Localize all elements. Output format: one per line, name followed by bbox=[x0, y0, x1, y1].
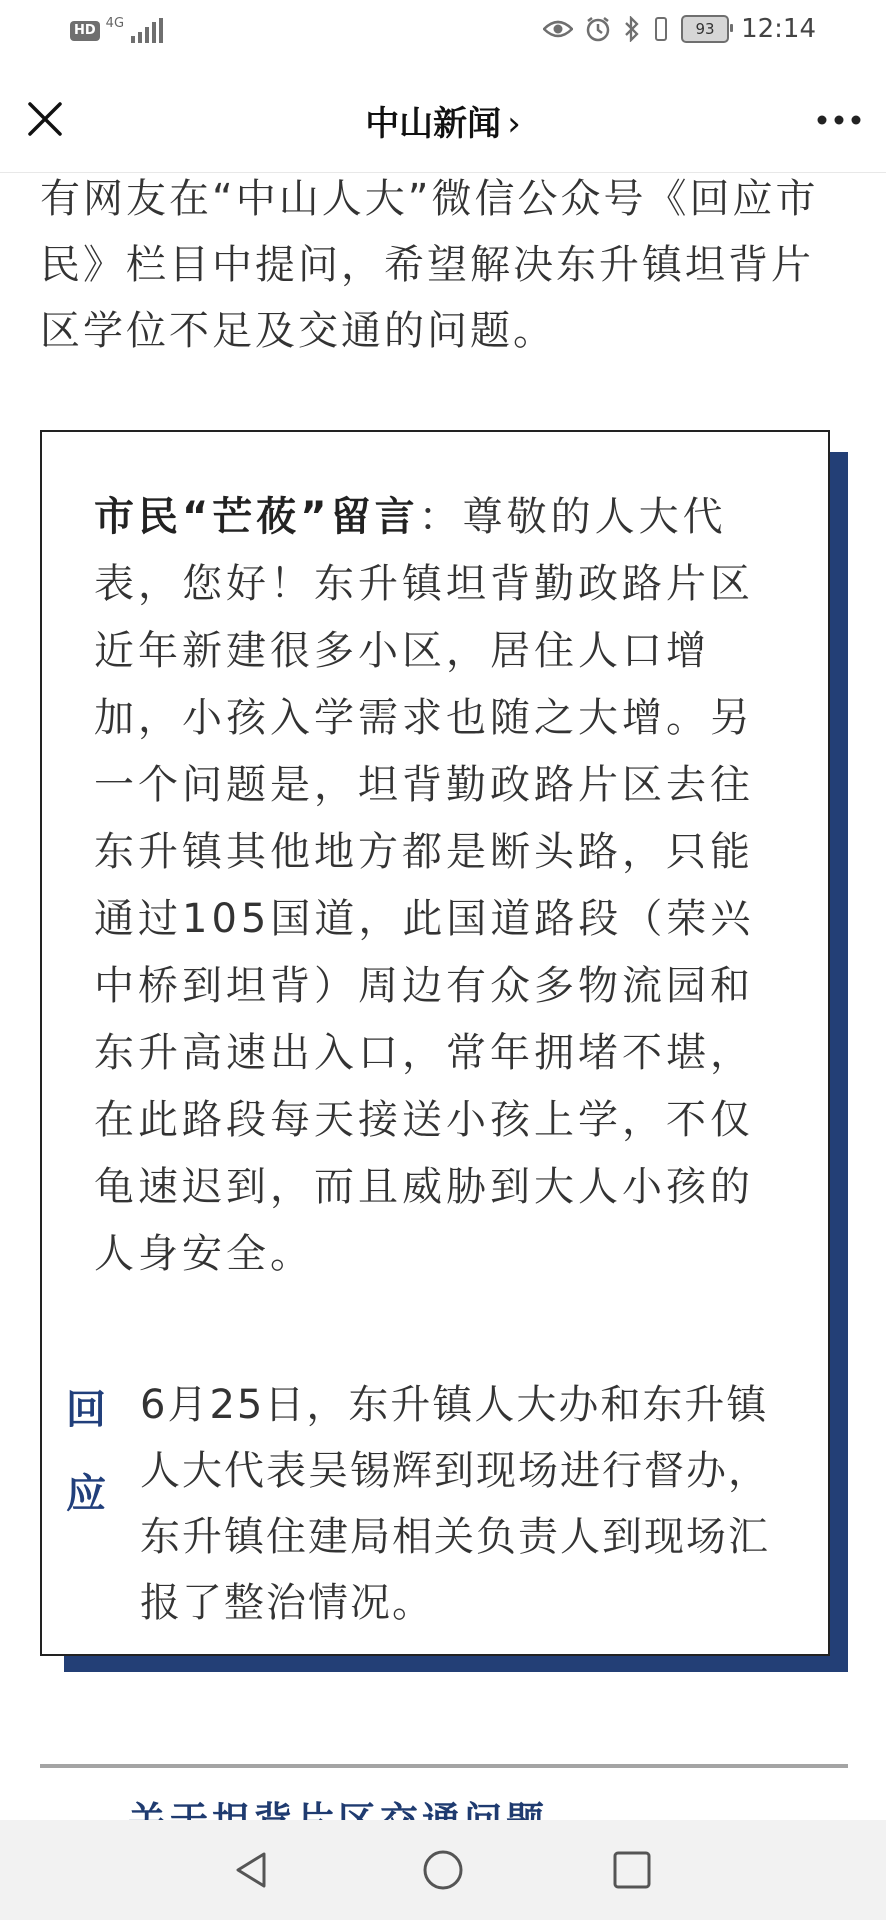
alarm-icon bbox=[585, 16, 611, 42]
intro-paragraph: 有网友在“中山人大”微信公众号《回应市民》栏目中提问，希望解决东升镇坦背片区学位不足及交通的问题。 bbox=[40, 176, 819, 354]
recents-square-icon bbox=[610, 1848, 654, 1892]
citizen-message-text: ：尊敬的人大代表，您好！东升镇坦背勤政路片区近年新建很多小区，居住人口增加，小孩入学需求也随之大增。另一个问题是，坦背勤政路片区去往东升镇其他地方都是断头路，只能通过105国道，此国道路段（荣兴中桥到坦背）周边有众多物流园和东升高速出入口，常年拥堵不堪，在此路段每天接送小孩上学，不仅龟速迟到，而且威胁到大人小孩的人身安全。 bbox=[94, 494, 755, 1277]
reply-label-char-1: 回 bbox=[66, 1387, 106, 1433]
section-divider bbox=[40, 1764, 848, 1768]
navigation-bar bbox=[0, 66, 886, 173]
reply-label bbox=[66, 1368, 112, 1536]
back-button[interactable] bbox=[230, 1848, 274, 1892]
battery-indicator: 93 bbox=[681, 15, 729, 43]
home-circle-icon bbox=[421, 1848, 465, 1892]
recents-button[interactable] bbox=[610, 1848, 654, 1892]
chevron-right-icon: › bbox=[507, 104, 521, 144]
status-left bbox=[70, 15, 164, 44]
back-triangle-icon bbox=[230, 1848, 274, 1892]
account-title-link[interactable] bbox=[0, 96, 886, 145]
system-navigation-bar bbox=[0, 1820, 886, 1920]
network-label: 4G bbox=[105, 15, 125, 31]
vibrate-icon bbox=[653, 16, 669, 42]
more-button[interactable] bbox=[814, 100, 864, 140]
citizen-message bbox=[94, 484, 784, 1288]
reply-text: 6月25日，东升镇人大办和东升镇人大代表吴锡辉到现场进行督办，东升镇住建局相关负责人到现场汇报了整治情况。 bbox=[140, 1382, 770, 1626]
home-button[interactable] bbox=[421, 1848, 465, 1892]
reply-label-char-2: 应 bbox=[66, 1471, 106, 1517]
signal-icon bbox=[130, 18, 164, 44]
status-right bbox=[543, 14, 816, 44]
citizen-message-label: 市民“芒莜”留言 bbox=[94, 494, 419, 540]
quote-card bbox=[40, 430, 830, 1656]
status-time: 12:14 bbox=[741, 14, 816, 44]
hd-badge: HD bbox=[70, 21, 100, 41]
bluetooth-icon bbox=[623, 16, 641, 42]
eye-icon bbox=[543, 19, 573, 39]
more-icon bbox=[814, 100, 864, 140]
status-bar bbox=[0, 0, 886, 66]
page-title: 中山新闻 bbox=[365, 104, 502, 144]
